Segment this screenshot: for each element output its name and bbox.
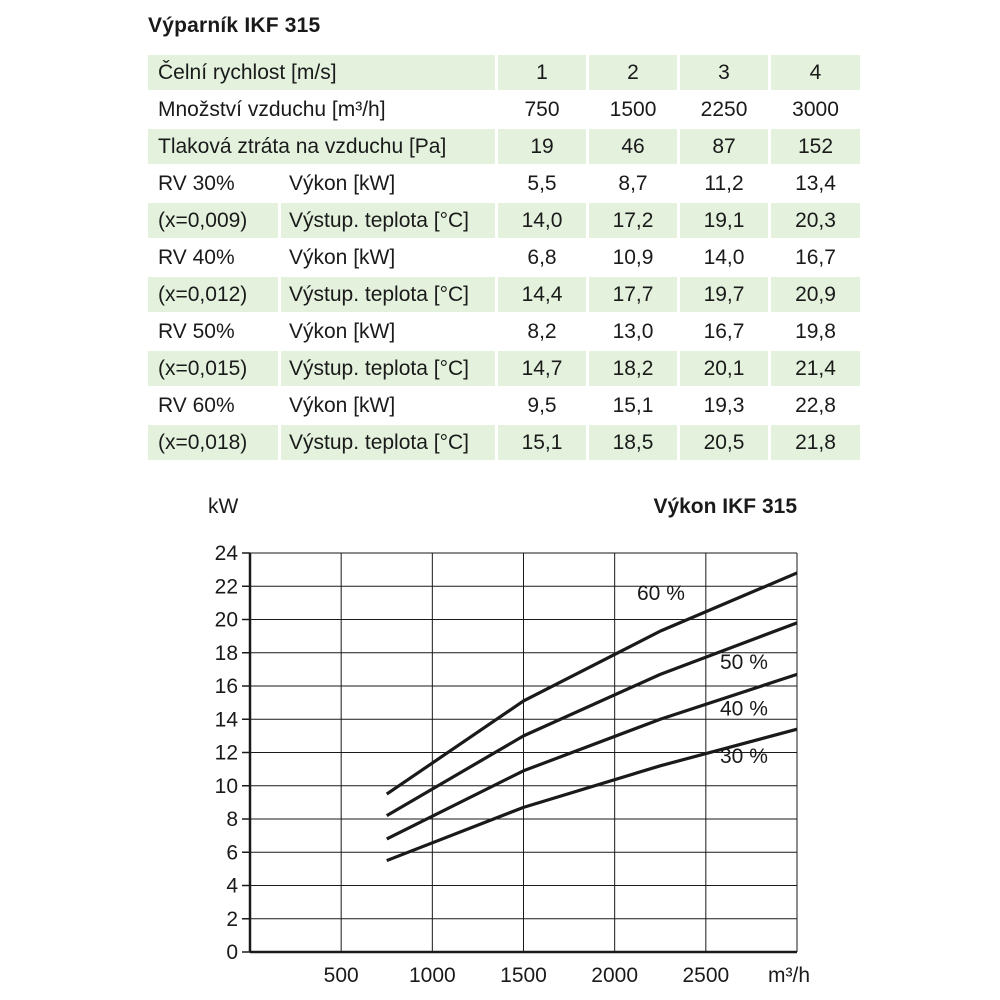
row-label: RV 50% — [148, 314, 278, 351]
row-sublabel: Výkon [kW] — [278, 314, 495, 351]
series-label: 40 % — [720, 697, 768, 721]
table-cell: 8,2 — [495, 314, 586, 351]
row-sublabel: Výstup. teplota [°C] — [278, 277, 495, 314]
x-tick-label: 500 — [323, 964, 359, 987]
table-cell: 5,5 — [495, 166, 586, 203]
x-tick-label: 1000 — [408, 964, 456, 987]
table-cell: 20,3 — [768, 203, 860, 240]
row-label: RV 40% — [148, 240, 278, 277]
table-cell: 16,7 — [677, 314, 768, 351]
page-title: Výparník IKF 315 — [148, 14, 321, 37]
table-cell: 9,5 — [495, 388, 586, 425]
table-cell: 19,8 — [768, 314, 860, 351]
table-cell: 17,7 — [586, 277, 677, 314]
table-cell: 21,4 — [768, 351, 860, 388]
row-sublabel: Výstup. teplota [°C] — [278, 425, 495, 462]
table-cell: 14,7 — [495, 351, 586, 388]
table-cell: 14,0 — [677, 240, 768, 277]
y-tick-label: 18 — [214, 641, 238, 665]
row-label: RV 30% — [148, 166, 278, 203]
row-label: (x=0,009) — [148, 203, 278, 240]
table-cell: 20,9 — [768, 277, 860, 314]
y-tick-label: 20 — [214, 608, 238, 632]
table-cell: 13,4 — [768, 166, 860, 203]
row-label: Množství vzduchu [m³/h] — [148, 92, 495, 129]
table-cell: 19 — [495, 129, 586, 166]
table-cell: 14,0 — [495, 203, 586, 240]
capacity-chart — [0, 480, 1000, 1000]
table-cell: 6,8 — [495, 240, 586, 277]
x-tick-label: 2500 — [682, 964, 730, 987]
table-cell: 18,5 — [586, 425, 677, 462]
table-cell: 1 — [495, 55, 586, 92]
spec-table — [148, 55, 860, 462]
table-row — [148, 277, 860, 314]
table-cell: 3 — [677, 55, 768, 92]
table-row — [148, 92, 860, 129]
table-cell: 18,2 — [586, 351, 677, 388]
row-sublabel: Výkon [kW] — [278, 166, 495, 203]
table-cell: 19,7 — [677, 277, 768, 314]
row-label: (x=0,012) — [148, 277, 278, 314]
table-row — [148, 240, 860, 277]
series-label: 50 % — [720, 650, 768, 674]
row-sublabel: Výkon [kW] — [278, 388, 495, 425]
row-label: (x=0,015) — [148, 351, 278, 388]
row-label: Čelní rychlost [m/s] — [148, 55, 495, 92]
table-cell: 8,7 — [586, 166, 677, 203]
table-row — [148, 425, 860, 462]
table-cell: 21,8 — [768, 425, 860, 462]
table-cell: 750 — [495, 92, 586, 129]
chart-title: Výkon IKF 315 — [653, 495, 797, 518]
table-row — [148, 166, 860, 203]
table-cell: 1500 — [586, 92, 677, 129]
x-tick-label: 2000 — [591, 964, 639, 987]
table-cell: 15,1 — [495, 425, 586, 462]
table-cell: 17,2 — [586, 203, 677, 240]
table-cell: 20,5 — [677, 425, 768, 462]
y-tick-label: 22 — [214, 575, 238, 599]
y-axis-label: kW — [208, 495, 239, 518]
table-cell: 16,7 — [768, 240, 860, 277]
table-row — [148, 55, 860, 92]
row-sublabel: Výstup. teplota [°C] — [278, 203, 495, 240]
table-cell: 20,1 — [677, 351, 768, 388]
row-label: (x=0,018) — [148, 425, 278, 462]
y-tick-label: 0 — [226, 941, 238, 964]
y-tick-label: 24 — [214, 542, 238, 565]
table-row — [148, 203, 860, 240]
y-tick-label: 16 — [214, 675, 238, 698]
table-cell: 46 — [586, 129, 677, 166]
table-cell: 2 — [586, 55, 677, 92]
row-label: RV 60% — [148, 388, 278, 425]
row-label: Tlaková ztráta na vzduchu [Pa] — [148, 129, 495, 166]
table-cell: 4 — [768, 55, 860, 92]
table-row — [148, 129, 860, 166]
x-tick-label: 1500 — [500, 964, 547, 987]
table-row — [148, 314, 860, 351]
table-cell: 15,1 — [586, 388, 677, 425]
table-cell: 13,0 — [586, 314, 677, 351]
y-tick-label: 4 — [226, 874, 238, 898]
table-cell: 3000 — [768, 92, 860, 129]
y-tick-label: 12 — [214, 741, 238, 765]
table-cell: 19,3 — [677, 388, 768, 425]
table-cell: 152 — [768, 129, 860, 166]
row-sublabel: Výstup. teplota [°C] — [278, 351, 495, 388]
chart-labels — [208, 495, 810, 987]
table-cell: 10,9 — [586, 240, 677, 277]
table-cell: 22,8 — [768, 388, 860, 425]
x-axis-label: m³/h — [768, 964, 810, 987]
series-label: 30 % — [720, 745, 768, 769]
row-sublabel: Výkon [kW] — [278, 240, 495, 277]
table-cell: 19,1 — [677, 203, 768, 240]
y-tick-label: 2 — [226, 907, 238, 931]
table-row — [148, 388, 860, 425]
y-tick-label: 10 — [214, 774, 238, 798]
y-tick-label: 8 — [226, 808, 238, 831]
table-row — [148, 351, 860, 388]
table-cell: 11,2 — [677, 166, 768, 203]
y-tick-label: 14 — [214, 708, 238, 732]
table-cell: 2250 — [677, 92, 768, 129]
table-cell: 87 — [677, 129, 768, 166]
y-tick-label: 6 — [226, 841, 238, 865]
table-cell: 14,4 — [495, 277, 586, 314]
series-label: 60 % — [637, 581, 685, 605]
